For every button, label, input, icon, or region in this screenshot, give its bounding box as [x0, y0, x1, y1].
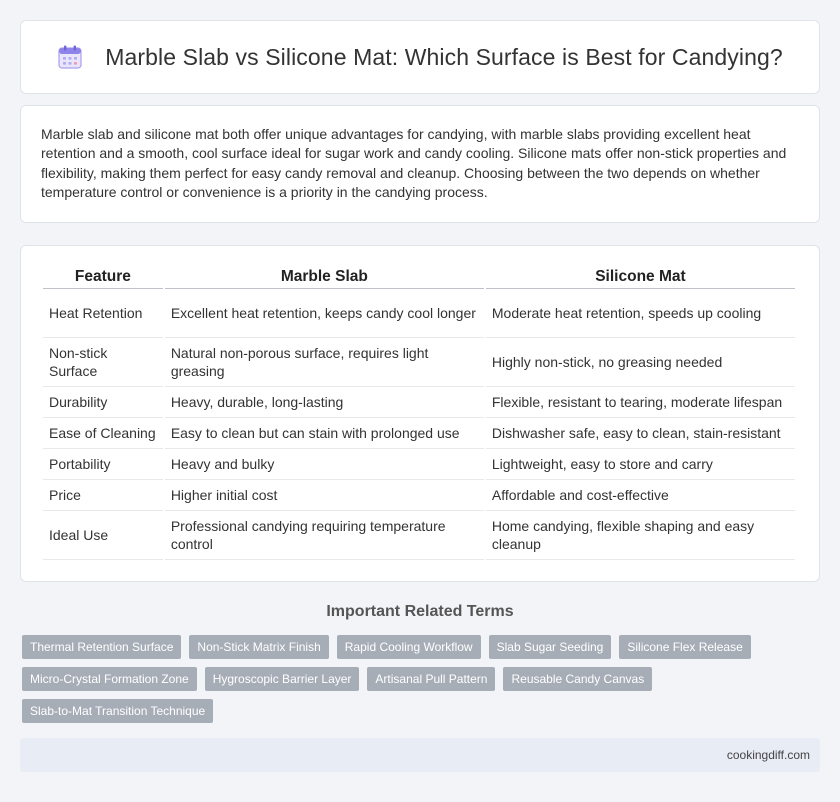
related-term-tag[interactable]: Micro-Crystal Formation Zone — [22, 667, 197, 691]
footer-site-link[interactable]: cookingdiff.com — [726, 748, 810, 762]
cell-feature: Durability — [43, 387, 163, 418]
cell-marble: Professional candying requiring temperature control — [165, 511, 484, 560]
title-row — [57, 44, 783, 71]
table-row — [43, 289, 795, 338]
table-row — [43, 480, 795, 511]
cell-silicone: Dishwasher safe, easy to clean, stain-resistant — [486, 418, 795, 449]
related-term-tag[interactable]: Hygroscopic Barrier Layer — [205, 667, 360, 691]
cell-marble: Heavy, durable, long-lasting — [165, 387, 484, 418]
cell-silicone: Flexible, resistant to tearing, moderate lifespan — [486, 387, 795, 418]
header-feature: Feature — [43, 264, 163, 289]
table-header-row — [43, 264, 795, 289]
cell-feature: Heat Retention — [43, 289, 163, 338]
intro-paragraph: Marble slab and silicone mat both offer unique advantages for candying, with marble slabs providing excellent heat retention and a smooth, cool surface ideal for sugar work and candy cooling. Silicone mats offer non-stick properties and flexibility, making them perfect for easy candy removal and cleanup. Choosing between the two depends on whether temperature control or convenience is a priority in the candying process. — [41, 126, 787, 201]
related-term-tag[interactable]: Rapid Cooling Workflow — [337, 635, 481, 659]
cell-silicone: Highly non-stick, no greasing needed — [486, 338, 795, 387]
comparison-card — [20, 245, 820, 582]
related-term-tag[interactable]: Non-Stick Matrix Finish — [189, 635, 328, 659]
related-terms-title: Important Related Terms — [326, 603, 514, 620]
table-row — [43, 511, 795, 560]
comparison-table — [41, 264, 797, 560]
cell-marble: Natural non-porous surface, requires light greasing — [165, 338, 484, 387]
cell-silicone: Affordable and cost-effective — [486, 480, 795, 511]
table-row — [43, 387, 795, 418]
footer-bar — [20, 738, 820, 772]
cell-marble: Heavy and bulky — [165, 449, 484, 480]
cell-marble: Excellent heat retention, keeps candy cool longer — [165, 289, 484, 338]
calendar-icon — [57, 44, 83, 70]
cell-feature: Price — [43, 480, 163, 511]
cell-feature: Non-stick Surface — [43, 338, 163, 387]
related-term-tag[interactable]: Artisanal Pull Pattern — [367, 667, 495, 691]
intro-card — [20, 105, 820, 223]
header-silicone-mat: Silicone Mat — [486, 264, 795, 289]
title-card — [20, 20, 820, 94]
table-row — [43, 418, 795, 449]
cell-feature: Portability — [43, 449, 163, 480]
header-marble-slab: Marble Slab — [165, 264, 484, 289]
table-row — [43, 338, 795, 387]
related-term-tag[interactable]: Thermal Retention Surface — [22, 635, 181, 659]
cell-feature: Ideal Use — [43, 511, 163, 560]
cell-silicone: Lightweight, easy to store and carry — [486, 449, 795, 480]
cell-marble: Higher initial cost — [165, 480, 484, 511]
related-terms-list — [22, 635, 822, 723]
table-row — [43, 449, 795, 480]
page-title: Marble Slab vs Silicone Mat: Which Surface is Best for Candying? — [105, 43, 783, 70]
related-term-tag[interactable]: Slab-to-Mat Transition Technique — [22, 699, 213, 723]
related-term-tag[interactable]: Slab Sugar Seeding — [489, 635, 612, 659]
cell-silicone: Moderate heat retention, speeds up cooling — [486, 289, 795, 338]
related-term-tag[interactable]: Reusable Candy Canvas — [503, 667, 652, 691]
cell-feature: Ease of Cleaning — [43, 418, 163, 449]
related-term-tag[interactable]: Silicone Flex Release — [619, 635, 750, 659]
cell-marble: Easy to clean but can stain with prolonged use — [165, 418, 484, 449]
cell-silicone: Home candying, flexible shaping and easy cleanup — [486, 511, 795, 560]
